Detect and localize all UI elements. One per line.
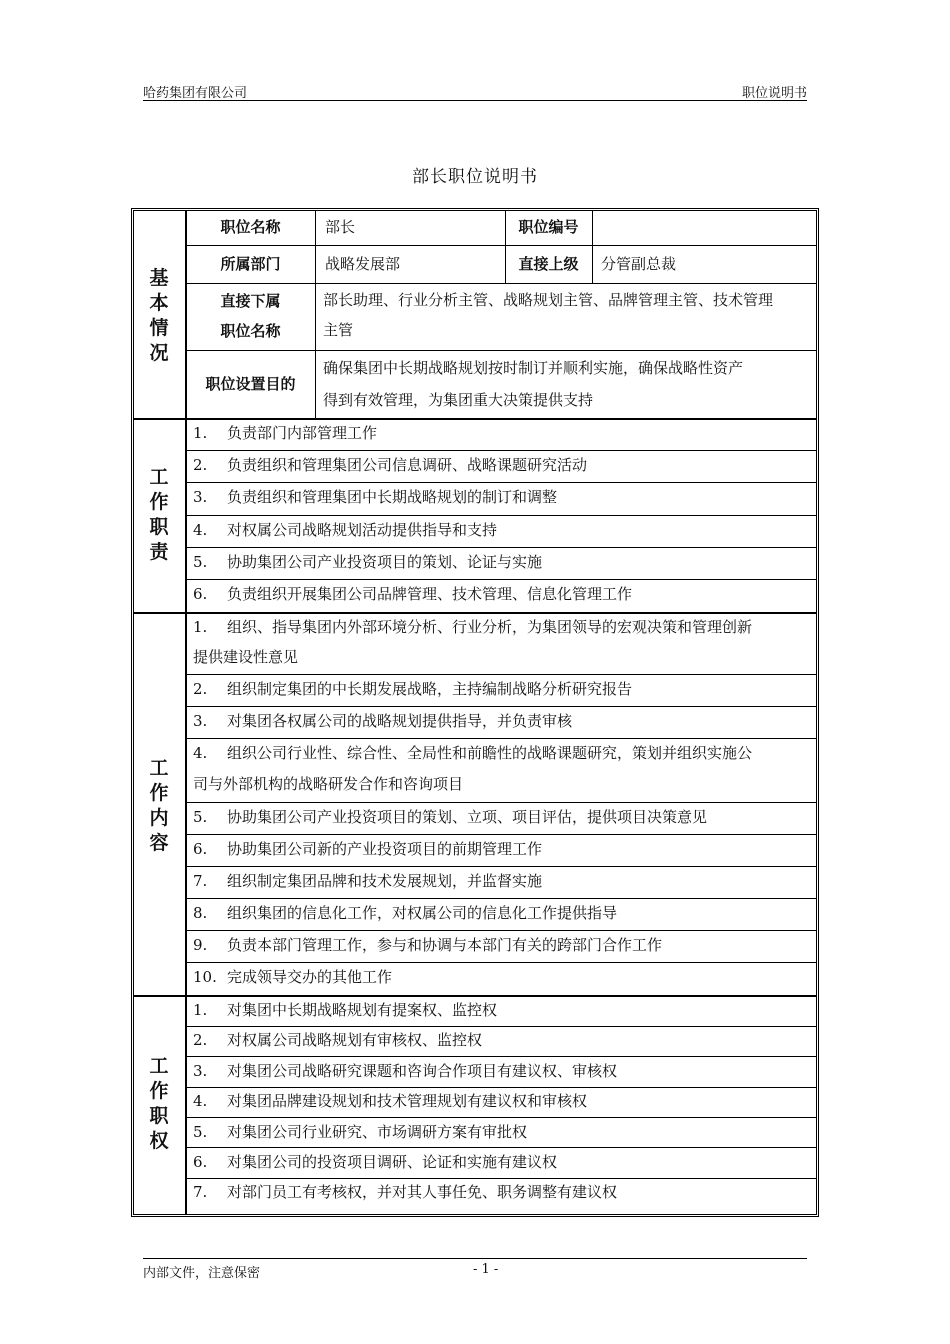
content-item	[193, 962, 813, 993]
section-label-authority	[131, 1054, 187, 1154]
content-num: 8.	[193, 904, 208, 922]
section-label-duties	[131, 465, 187, 565]
content-item	[193, 738, 813, 769]
subordinates-label-line2: 职位名称	[220, 322, 281, 340]
authority-item	[193, 995, 813, 1026]
content-text: 负责本部门管理工作，参与和协调与本部门有关的跨部门合作工作	[227, 936, 663, 954]
content-text: 组织、指导集团内外部环境分析、行业分析，为集团领导的宏观决策和管理创新	[227, 618, 753, 636]
document-title: 部长职位说明书	[412, 167, 538, 187]
authority-text: 对集团公司的投资项目调研、论证和实施有建议权	[227, 1153, 558, 1171]
content-text: 协助集团公司产业投资项目的策划、立项、项目评估，提供项目决策意见	[227, 808, 708, 826]
authority-item	[193, 1025, 813, 1056]
content-item-continued: 司与外部机构的战略研发合作和咨询项目	[193, 775, 464, 793]
content-num: 3.	[193, 712, 208, 730]
row-divider	[186, 245, 817, 246]
position-code-label: 职位编号	[518, 218, 579, 236]
duty-item	[193, 418, 813, 449]
page-footer	[143, 1258, 807, 1281]
content-num: 4.	[193, 744, 208, 762]
duty-num: 5.	[193, 553, 208, 571]
header-company: 哈药集团有限公司	[143, 86, 248, 101]
authority-item	[193, 1056, 813, 1087]
section-label-content-text: 工作内容	[149, 757, 169, 854]
authority-item	[193, 1086, 813, 1117]
department-label: 所属部门	[220, 255, 281, 273]
page-number: - 1 -	[473, 1262, 499, 1277]
authority-text: 对集团公司战略研究课题和咨询合作项目有建议权、审核权	[227, 1062, 618, 1080]
authority-text: 对集团公司行业研究、市场调研方案有审批权	[227, 1123, 528, 1141]
content-text: 协助集团公司新的产业投资项目的前期管理工作	[227, 840, 543, 858]
row-divider	[186, 350, 817, 351]
duty-num: 3.	[193, 488, 208, 506]
duty-num: 6.	[193, 585, 208, 603]
content-num: 10.	[193, 968, 217, 986]
content-text: 完成领导交办的其他工作	[227, 968, 393, 986]
content-item	[193, 866, 813, 897]
department-value: 战略发展部	[325, 255, 401, 273]
duty-text: 对权属公司战略规划活动提供指导和支持	[227, 521, 498, 539]
content-num: 9.	[193, 936, 208, 954]
position-name-label: 职位名称	[220, 218, 281, 236]
authority-num: 7.	[193, 1183, 208, 1201]
column-divider	[592, 210, 593, 283]
duty-num: 2.	[193, 456, 208, 474]
subordinates-value-line1: 部长助理、行业分析主管、战略规划主管、品牌管理主管、技术管理	[323, 291, 774, 309]
content-item-continued: 提供建设性意见	[193, 648, 299, 666]
content-text: 组织公司行业性、综合性、全局性和前瞻性的战略课题研究，策划并组织实施公	[227, 744, 753, 762]
subordinates-value-line2: 主管	[323, 321, 354, 339]
content-text: 组织制定集团的中长期发展战略，主持编制战略分析研究报告	[227, 680, 633, 698]
duty-num: 1.	[193, 424, 208, 442]
content-text: 组织集团的信息化工作，对权属公司的信息化工作提供指导	[227, 904, 618, 922]
confidential-note: 内部文件，注意保密	[143, 1266, 261, 1281]
section-label-authority-text: 工作职权	[149, 1055, 169, 1152]
duty-text: 负责组织开展集团公司品牌管理、技术管理、信息化管理工作	[227, 585, 633, 603]
section-label-basic	[131, 266, 187, 366]
authority-text: 对部门员工有考核权，并对其人事任免、职务调整有建议权	[227, 1183, 618, 1201]
content-num: 2.	[193, 680, 208, 698]
position-name-value: 部长	[325, 218, 356, 236]
content-item	[193, 898, 813, 929]
duty-item	[193, 579, 813, 610]
authority-num: 3.	[193, 1062, 208, 1080]
duty-item	[193, 450, 813, 481]
purpose-value-line2: 得到有效管理，为集团重大决策提供支持	[323, 391, 594, 409]
content-text: 对集团各权属公司的战略规划提供指导，并负责审核	[227, 712, 573, 730]
authority-num: 6.	[193, 1153, 208, 1171]
authority-num: 4.	[193, 1092, 208, 1110]
duty-text: 协助集团公司产业投资项目的策划、论证与实施	[227, 553, 543, 571]
duty-item	[193, 547, 813, 578]
duty-item	[193, 482, 813, 513]
content-item	[193, 834, 813, 865]
authority-text: 对权属公司战略规划有审核权、监控权	[227, 1031, 483, 1049]
authority-num: 1.	[193, 1001, 208, 1019]
duty-text: 负责组织和管理集团中长期战略规划的制订和调整	[227, 488, 558, 506]
authority-item	[193, 1177, 813, 1208]
content-item	[193, 612, 813, 643]
authority-item	[193, 1147, 813, 1178]
authority-num: 2.	[193, 1031, 208, 1049]
content-item	[193, 706, 813, 737]
purpose-label: 职位设置目的	[205, 375, 296, 393]
header-doc-type: 职位说明书	[741, 86, 807, 101]
authority-item	[193, 1117, 813, 1148]
supervisor-value: 分管副总裁	[601, 255, 677, 273]
duty-item	[193, 515, 813, 546]
content-item	[193, 930, 813, 961]
subordinates-label-line1: 直接下属	[220, 292, 281, 310]
content-num: 1.	[193, 618, 208, 636]
duty-num: 4.	[193, 521, 208, 539]
page-header	[143, 80, 807, 101]
section-label-duties-text: 工作职责	[149, 466, 169, 563]
purpose-value-line1: 确保集团中长期战略规划按时制订并顺利实施，确保战略性资产	[323, 359, 744, 377]
authority-num: 5.	[193, 1123, 208, 1141]
content-item	[193, 802, 813, 833]
supervisor-label: 直接上级	[518, 255, 579, 273]
content-num: 7.	[193, 872, 208, 890]
duty-text: 负责组织和管理集团公司信息调研、战略课题研究活动	[227, 456, 588, 474]
authority-text: 对集团品牌建设规划和技术管理规划有建议权和审核权	[227, 1092, 588, 1110]
content-text: 组织制定集团品牌和技术发展规划，并监督实施	[227, 872, 543, 890]
content-num: 6.	[193, 840, 208, 858]
row-divider	[186, 283, 817, 284]
duty-text: 负责部门内部管理工作	[227, 424, 378, 442]
authority-text: 对集团中长期战略规划有提案权、监控权	[227, 1001, 498, 1019]
section-label-basic-text: 基本情况	[149, 267, 169, 364]
content-item	[193, 674, 813, 705]
section-label-content	[131, 756, 187, 856]
content-num: 5.	[193, 808, 208, 826]
column-divider	[315, 210, 316, 418]
